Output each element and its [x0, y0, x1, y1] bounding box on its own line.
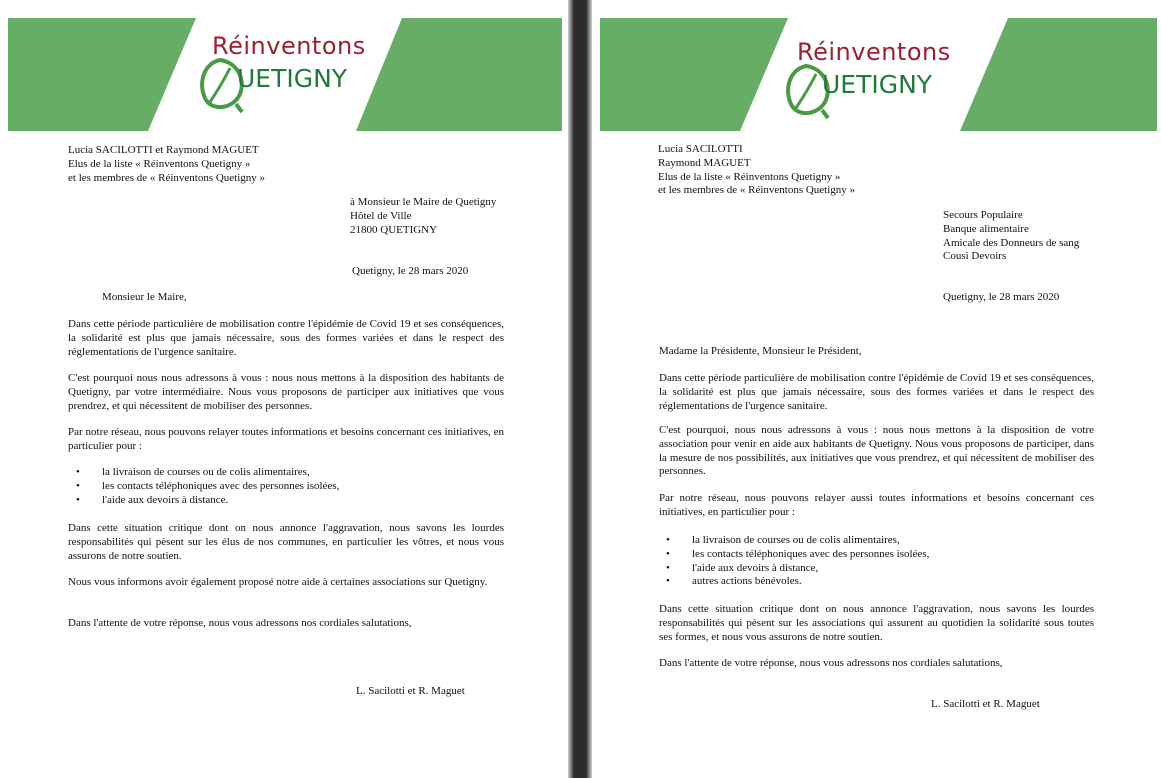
- recipient-block: [350, 196, 496, 237]
- banner-left-band: [8, 18, 196, 131]
- paragraph: Par notre réseau, nous pouvons relayer toutes informations et besoins concernant ces initiatives, en particulier pour :: [68, 426, 504, 452]
- recipient-line: Cousi Devoirs: [943, 250, 1007, 263]
- sender-line: Raymond MAGUET: [658, 156, 751, 169]
- sender-block: [658, 143, 855, 198]
- header-banner: [592, 0, 1161, 135]
- closing-line: Dans l'attente de votre réponse, nous vous adressons nos cordiales salutations,: [659, 657, 1003, 669]
- paragraph: Dans cette situation critique dont on nous annonce l'aggravation, nous savons les lourdes responsabilités qui pèsent sur les associations qui assurent au quotidien la solidarité sous toutes ses formes, et nous vous assurons de notre soutien.: [659, 603, 1094, 643]
- sender-line: Elus de la liste « Réinventons Quetigny »: [658, 170, 841, 183]
- logo-subtitle: UETIGNY: [822, 70, 933, 99]
- paragraph: C'est pourquoi, nous nous adressons à vous : nous nous mettons à la disposition de votre association pour venir en aide aux habitants de Quetigny. Nous vous proposons de participer, dans la mesure de nos possibilités, aux initiatives que vous prendrez, et qui nécessitent de mobiliser des personnes.: [659, 424, 1094, 478]
- banner-left-band: [600, 18, 788, 131]
- paragraph: C'est pourquoi nous nous adressons à vous : nous nous mettons à la disposition des habitants de Quetigny, par votre intermédiaire. Nous vous proposons de participer aux initiatives que vous prendrez, et qui nécessitent de mobiliser des personnes.: [68, 372, 504, 412]
- logo-title: Réinventons: [797, 38, 951, 66]
- signature: L. Sacilotti et R. Maguet: [356, 685, 465, 697]
- salutation: Madame la Présidente, Monsieur le Président,: [659, 345, 862, 357]
- salutation: Monsieur le Maire,: [102, 291, 187, 303]
- list-item: • la livraison de courses ou de colis alimentaires,: [666, 534, 900, 546]
- page-divider: [568, 0, 592, 778]
- recipient-line: Hôtel de Ville: [350, 209, 412, 222]
- recipient-line: à Monsieur le Maire de Quetigny: [350, 196, 497, 208]
- logo-title: Réinventons: [212, 32, 366, 60]
- list-item: • l'aide aux devoirs à distance.: [76, 493, 229, 506]
- sender-block: [68, 144, 265, 185]
- paragraph: Par notre réseau, nous pouvons relayer aussi toutes informations et besoins concernant ces initiatives, en particulier pour :: [659, 492, 1094, 518]
- paragraph: Dans cette situation critique dont on nous annonce l'aggravation, nous savons les lourdes responsabilités qui pèsent sur les élus de nos communes, en particulier les vôtres, et nous vous assurons de notre soutien.: [68, 522, 504, 562]
- list-item: • autres actions bénévoles.: [666, 575, 802, 588]
- bullet-list: [666, 534, 929, 589]
- letter-date: Quetigny, le 28 mars 2020: [943, 291, 1060, 303]
- letter-page-mayor: [0, 0, 568, 778]
- banner-right-band: [960, 18, 1157, 131]
- recipient-line: Amicale des Donneurs de sang: [943, 236, 1080, 249]
- recipient-line: Secours Populaire: [943, 209, 1023, 221]
- list-item: • l'aide aux devoirs à distance,: [666, 561, 819, 574]
- logo-subtitle: UETIGNY: [237, 64, 348, 93]
- letter-date: Quetigny, le 28 mars 2020: [352, 265, 469, 277]
- paragraph: Nous vous informons avoir également proposé notre aide à certaines associations sur Quetigny.: [68, 576, 488, 588]
- closing-line: Dans l'attente de votre réponse, nous vous adressons nos cordiales salutations,: [68, 617, 412, 629]
- paragraph: Dans cette période particulière de mobilisation contre l'épidémie de Covid 19 et ses conséquences, la solidarité est plus que jamais nécessaire, sous des formes variées et dans le respect des réglementations de l'urgence sanitaire.: [68, 318, 504, 358]
- sender-line: et les membres de « Réinventons Quetigny »: [68, 171, 266, 184]
- letter-page-associations: [592, 0, 1161, 778]
- recipient-line: Banque alimentaire: [943, 222, 1029, 235]
- signature: L. Sacilotti et R. Maguet: [931, 698, 1040, 710]
- recipient-line: 21800 QUETIGNY: [350, 223, 438, 236]
- list-item: • les contacts téléphoniques avec des personnes isolées,: [76, 479, 340, 492]
- paragraph: Dans cette période particulière de mobilisation contre l'épidémie de Covid 19 et ses conséquences, la solidarité est plus que jamais nécessaire, sous des formes variées et dans le respect des réglementations de l'urgence sanitaire.: [659, 372, 1094, 412]
- bullet-list: [76, 466, 339, 507]
- sender-line: Elus de la liste « Réinventons Quetigny »: [68, 157, 251, 170]
- recipient-block: [943, 209, 1079, 264]
- sender-line: et les membres de « Réinventons Quetigny »: [658, 184, 856, 197]
- list-item: • les contacts téléphoniques avec des personnes isolées,: [666, 547, 930, 560]
- sender-line: Lucia SACILOTTI et Raymond MAGUET: [68, 144, 259, 156]
- list-item: • la livraison de courses ou de colis alimentaires,: [76, 466, 310, 478]
- banner-right-band: [356, 18, 562, 131]
- sender-line: Lucia SACILOTTI: [658, 143, 743, 155]
